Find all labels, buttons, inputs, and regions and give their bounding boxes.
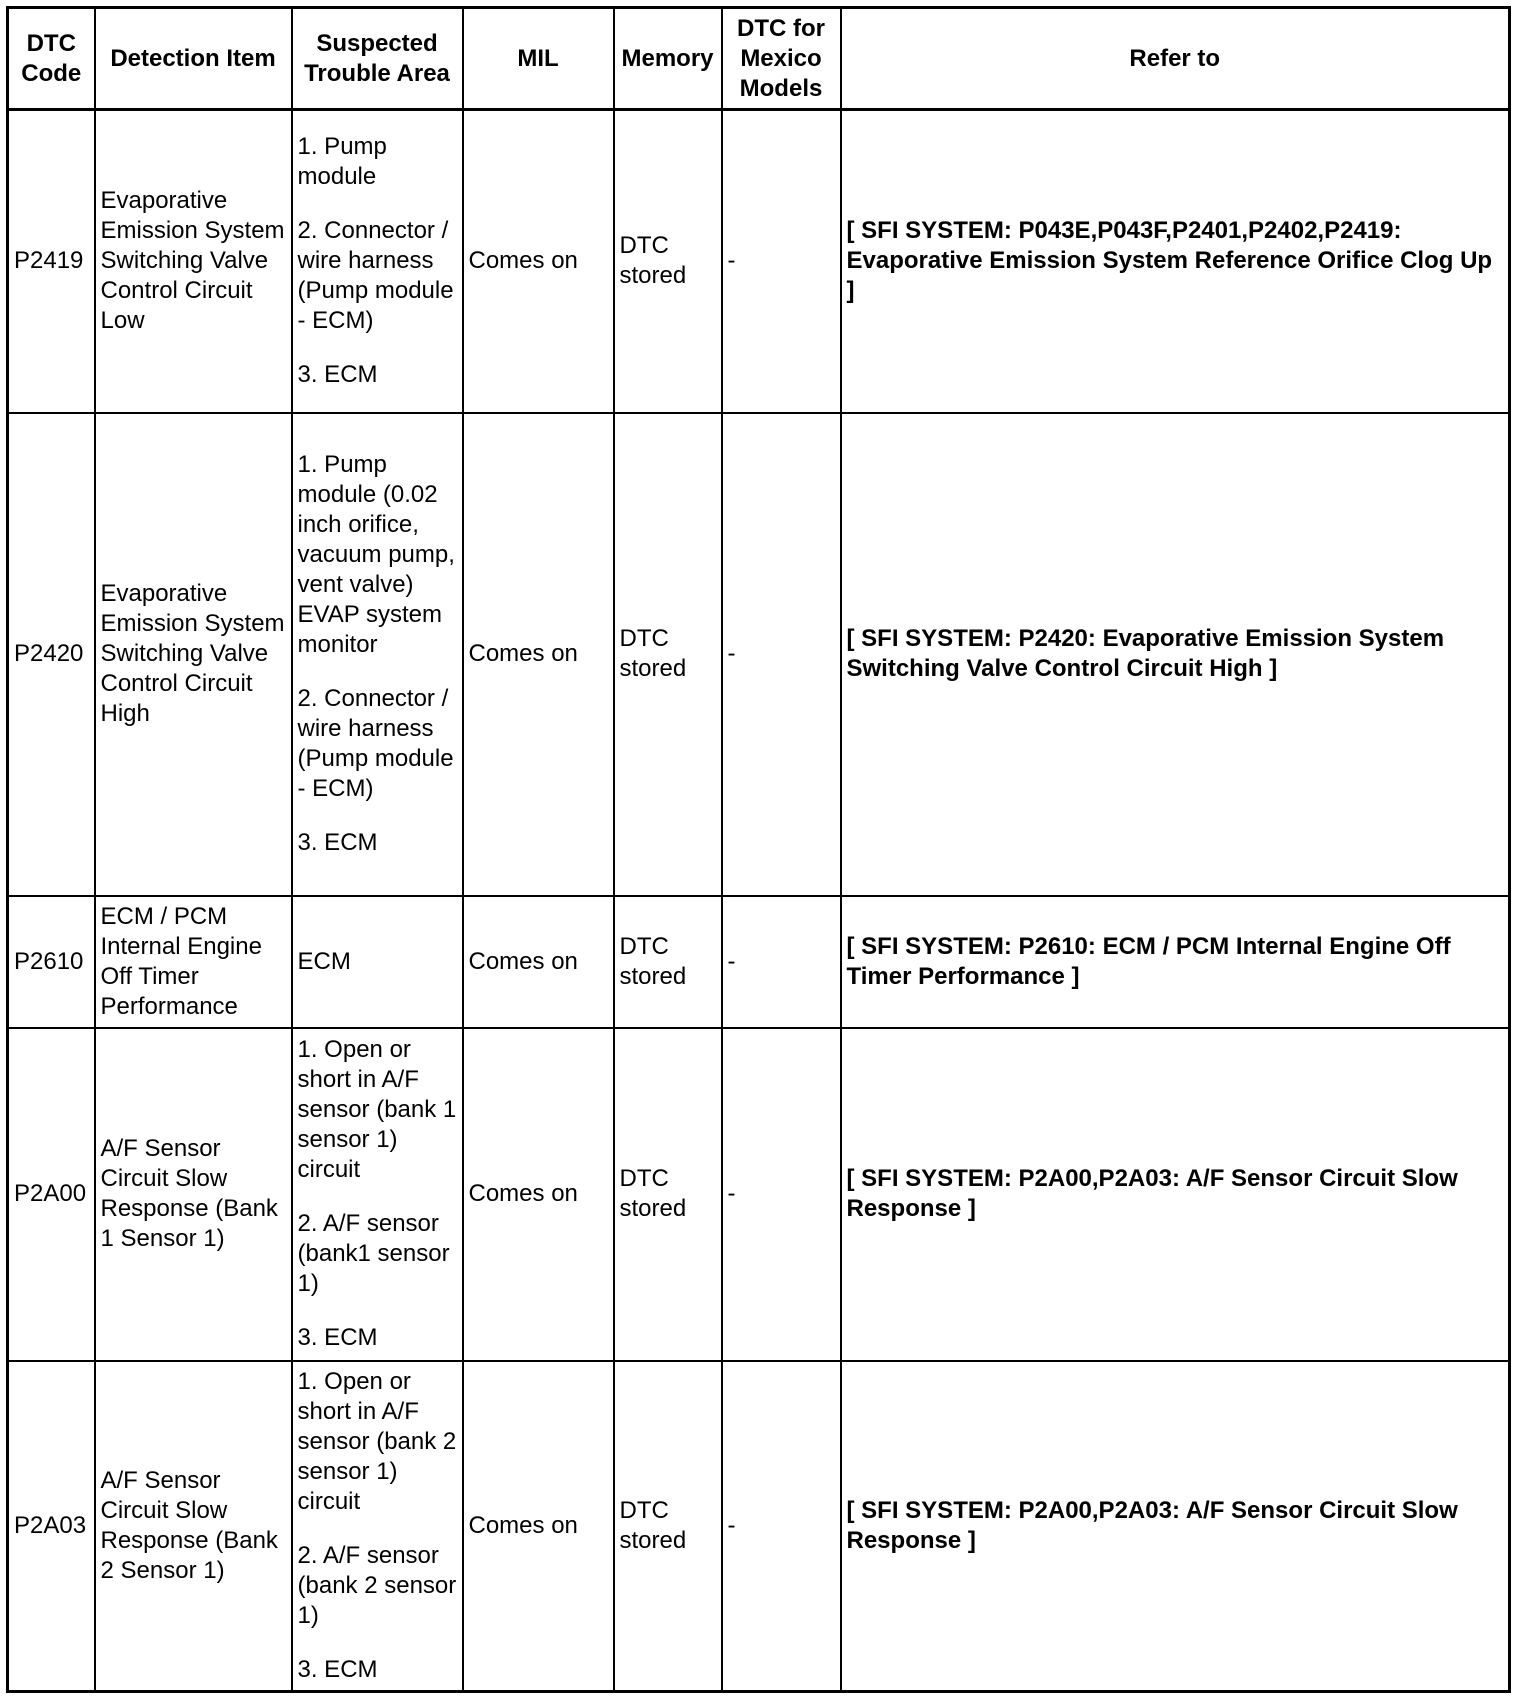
mexico-dtc-cell: -: [722, 110, 841, 413]
refer-to-link[interactable]: [ SFI SYSTEM: P043E,P043F,P2401,P2402,P2419: Evaporative Emission System Reference Orifice Clog Up ]: [841, 110, 1510, 413]
table-row: [8, 1361, 1510, 1692]
header-refer-to: Refer to: [841, 8, 1510, 110]
table-row: [8, 896, 1510, 1028]
header-suspected-trouble-area: Suspected Trouble Area: [292, 8, 463, 110]
dtc-table: [6, 6, 1511, 1693]
memory-cell: DTC stored: [614, 1028, 722, 1361]
trouble-area-item: ECM: [297, 947, 351, 975]
dtc-code-cell: P2A00: [8, 1028, 95, 1361]
trouble-area-item: 1. Open or short in A/F sensor (bank 2 sensor 1) circuit: [297, 1367, 457, 1515]
mil-cell: Comes on: [463, 1361, 614, 1692]
refer-to-link[interactable]: [ SFI SYSTEM: P2A00,P2A03: A/F Sensor Circuit Slow Response ]: [841, 1028, 1510, 1361]
detection-item-cell: Evaporative Emission System Switching Valve Control Circuit Low: [95, 110, 292, 413]
table-row: [8, 110, 1510, 413]
trouble-area-item: 2. Connector / wire harness (Pump module - ECM): [297, 217, 454, 335]
mexico-dtc-cell: -: [722, 1361, 841, 1692]
header-memory: Memory: [614, 8, 722, 110]
mil-cell: Comes on: [463, 896, 614, 1028]
trouble-area-cell: [292, 413, 463, 896]
memory-cell: DTC stored: [614, 1361, 722, 1692]
header-dtc-for-mexico-models: DTC for Mexico Models: [722, 8, 841, 110]
trouble-area-cell: [292, 1028, 463, 1361]
dtc-code-cell: P2610: [8, 896, 95, 1028]
mil-cell: Comes on: [463, 110, 614, 413]
mexico-dtc-cell: -: [722, 413, 841, 896]
header-row: [8, 8, 1510, 110]
trouble-area-item: 3. ECM: [297, 829, 378, 856]
refer-to-link[interactable]: [ SFI SYSTEM: P2A00,P2A03: A/F Sensor Circuit Slow Response ]: [841, 1361, 1510, 1692]
trouble-area-cell: [292, 110, 463, 413]
memory-cell: DTC stored: [614, 896, 722, 1028]
table-row: [8, 1028, 1510, 1361]
detection-item-cell: Evaporative Emission System Switching Valve Control Circuit High: [95, 413, 292, 896]
trouble-area-item: 3. ECM: [297, 361, 378, 389]
header-mil: MIL: [463, 8, 614, 110]
detection-item-cell: A/F Sensor Circuit Slow Response (Bank 2 Sensor 1): [95, 1361, 292, 1692]
trouble-area-item: 2. A/F sensor (bank 2 sensor 1): [297, 1541, 457, 1629]
dtc-code-cell: P2A03: [8, 1361, 95, 1692]
table-row: [8, 413, 1510, 896]
mexico-dtc-cell: -: [722, 896, 841, 1028]
trouble-area-item: 2. A/F sensor (bank1 sensor 1): [297, 1210, 450, 1297]
dtc-code-cell: P2420: [8, 413, 95, 896]
memory-cell: DTC stored: [614, 110, 722, 413]
memory-cell: DTC stored: [614, 413, 722, 896]
refer-to-link[interactable]: [ SFI SYSTEM: P2610: ECM / PCM Internal Engine Off Timer Performance ]: [841, 896, 1510, 1028]
refer-to-link[interactable]: [ SFI SYSTEM: P2420: Evaporative Emission System Switching Valve Control Circuit High ]: [841, 413, 1510, 896]
mil-cell: Comes on: [463, 413, 614, 896]
trouble-area-cell: [292, 1361, 463, 1692]
trouble-area-item: 1. Open or short in A/F sensor (bank 1 sensor 1) circuit: [297, 1036, 457, 1183]
trouble-area-cell: [292, 896, 463, 1028]
trouble-area-item: 3. ECM: [297, 1324, 378, 1351]
trouble-area-item: 1. Pump module: [297, 133, 387, 191]
detection-item-cell: A/F Sensor Circuit Slow Response (Bank 1 Sensor 1): [95, 1028, 292, 1361]
trouble-area-item: 1. Pump module (0.02 inch orifice, vacuum pump, vent valve) EVAP system monitor: [297, 451, 455, 658]
trouble-area-item: 2. Connector / wire harness (Pump module - ECM): [297, 685, 454, 802]
header-detection-item: Detection Item: [95, 8, 292, 110]
mil-cell: Comes on: [463, 1028, 614, 1361]
header-dtc-code: DTC Code: [8, 8, 95, 110]
mexico-dtc-cell: -: [722, 1028, 841, 1361]
dtc-code-cell: P2419: [8, 110, 95, 413]
detection-item-cell: ECM / PCM Internal Engine Off Timer Performance: [95, 896, 292, 1028]
trouble-area-item: 3. ECM: [297, 1655, 378, 1683]
